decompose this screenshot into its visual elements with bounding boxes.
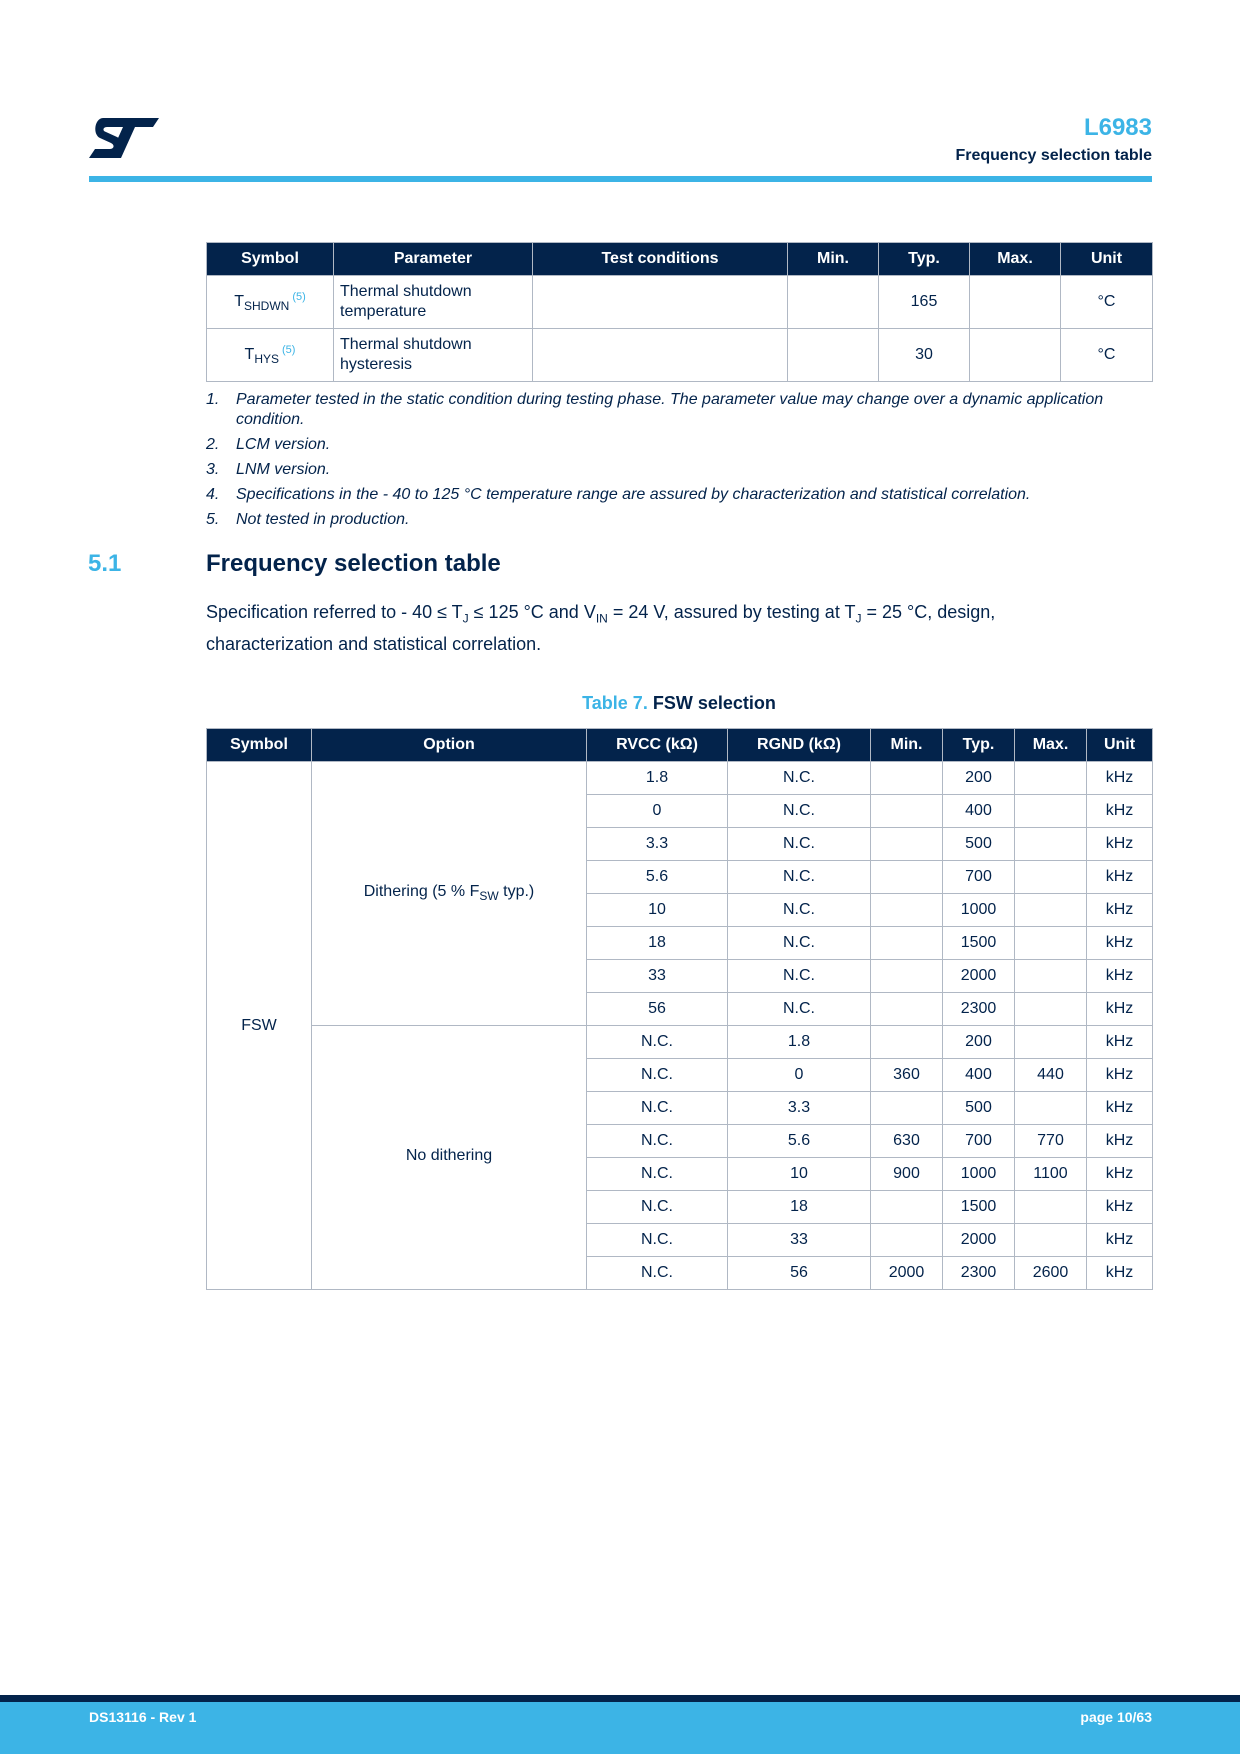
rvcc-cell: 10 bbox=[587, 894, 728, 927]
note-item bbox=[206, 460, 1152, 480]
note-number: 5. bbox=[206, 511, 220, 528]
rgnd-cell: 10 bbox=[728, 1158, 871, 1191]
rvcc-cell: N.C. bbox=[587, 1158, 728, 1191]
note-item bbox=[206, 435, 1152, 455]
footnote-ref: (5) bbox=[292, 290, 306, 303]
symbol-cell: FSW bbox=[207, 762, 312, 1290]
rvcc-cell: N.C. bbox=[587, 1059, 728, 1092]
max-cell bbox=[1015, 1092, 1087, 1125]
max-cell bbox=[1015, 1224, 1087, 1257]
section-body: Specification referred to - $40 \le T_J \le 125$ °C and $V_{IN} = 24$ V, assured by testing at $T_J = 25$ °C, design, characterization and statistical correlation. bbox=[206, 602, 996, 654]
rvcc-cell: 18 bbox=[587, 927, 728, 960]
unit-cell: kHz bbox=[1087, 1224, 1153, 1257]
min-cell bbox=[871, 894, 943, 927]
unit-cell: kHz bbox=[1087, 960, 1153, 993]
max-cell bbox=[1015, 828, 1087, 861]
table-row bbox=[207, 762, 1153, 795]
min-cell bbox=[871, 1191, 943, 1224]
min-cell bbox=[788, 329, 879, 382]
parameter-cell: Thermal shutdown hysteresis bbox=[334, 329, 533, 382]
rvcc-cell: N.C. bbox=[587, 1026, 728, 1059]
rvcc-cell: 56 bbox=[587, 993, 728, 1026]
st-logo bbox=[89, 118, 159, 158]
unit-cell: kHz bbox=[1087, 1092, 1153, 1125]
note-text: Specifications in the - 40 to 125 °C temperature range are assured by characterization and statistical correlation. bbox=[236, 486, 1031, 503]
note-text: LNM version. bbox=[236, 461, 331, 478]
rgnd-cell: 5.6 bbox=[728, 1125, 871, 1158]
max-cell: 440 bbox=[1015, 1059, 1087, 1092]
unit-cell: kHz bbox=[1087, 828, 1153, 861]
note-number: 3. bbox=[206, 461, 220, 478]
unit-cell: kHz bbox=[1087, 1125, 1153, 1158]
unit-cell: °C bbox=[1061, 276, 1153, 329]
rvcc-cell: N.C. bbox=[587, 1092, 728, 1125]
typ-cell: 400 bbox=[943, 795, 1015, 828]
typ-cell: 1500 bbox=[943, 927, 1015, 960]
max-cell bbox=[1015, 861, 1087, 894]
column-header: Unit bbox=[1061, 243, 1153, 276]
typ-cell: 700 bbox=[943, 861, 1015, 894]
typ-cell: 700 bbox=[943, 1125, 1015, 1158]
typ-cell: 2000 bbox=[943, 1224, 1015, 1257]
max-cell bbox=[1015, 1191, 1087, 1224]
header-divider bbox=[89, 176, 1152, 182]
table-caption-title: FSW selection bbox=[652, 693, 776, 713]
note-text: Parameter tested in the static condition during testing phase. The parameter value may change over a dynamic application condition. bbox=[236, 391, 1104, 428]
max-cell bbox=[970, 276, 1061, 329]
max-cell: 2600 bbox=[1015, 1257, 1087, 1290]
rvcc-cell: 0 bbox=[587, 795, 728, 828]
rgnd-cell: N.C. bbox=[728, 927, 871, 960]
rvcc-cell: N.C. bbox=[587, 1224, 728, 1257]
min-cell bbox=[871, 1026, 943, 1059]
min-cell bbox=[871, 1224, 943, 1257]
note-item bbox=[206, 485, 1152, 505]
unit-cell: kHz bbox=[1087, 993, 1153, 1026]
column-header: Option bbox=[312, 729, 587, 762]
table-row bbox=[207, 1026, 1153, 1059]
symbol-cell: $T_{SHDWN}^{(5)}$ bbox=[207, 276, 334, 329]
table-row bbox=[207, 329, 1153, 382]
parameter-cell: Thermal shutdown temperature bbox=[334, 276, 533, 329]
typ-cell: 500 bbox=[943, 828, 1015, 861]
rgnd-cell: 0 bbox=[728, 1059, 871, 1092]
max-cell: 1100 bbox=[1015, 1158, 1087, 1191]
min-cell: 900 bbox=[871, 1158, 943, 1191]
table-caption bbox=[206, 693, 1152, 714]
thermal-header-row bbox=[207, 243, 1153, 276]
rvcc-cell: 1.8 bbox=[587, 762, 728, 795]
unit-cell: kHz bbox=[1087, 1059, 1153, 1092]
column-header: RVCC (kΩ) bbox=[587, 729, 728, 762]
min-cell bbox=[871, 861, 943, 894]
table-row bbox=[207, 276, 1153, 329]
min-cell: 2000 bbox=[871, 1257, 943, 1290]
symbol-cell: $T_{HYS}^{(5)}$ bbox=[207, 329, 334, 382]
min-cell bbox=[871, 762, 943, 795]
section-title: Frequency selection table bbox=[206, 550, 501, 577]
min-cell: 630 bbox=[871, 1125, 943, 1158]
typ-cell: 200 bbox=[943, 1026, 1015, 1059]
fsw-table bbox=[206, 728, 1153, 1290]
max-cell bbox=[1015, 960, 1087, 993]
rvcc-cell: 33 bbox=[587, 960, 728, 993]
option-cell: No dithering bbox=[312, 1026, 587, 1290]
unit-cell: kHz bbox=[1087, 762, 1153, 795]
max-cell bbox=[1015, 762, 1087, 795]
typ-cell: 2300 bbox=[943, 993, 1015, 1026]
thermal-table bbox=[206, 242, 1153, 382]
typ-cell: 1000 bbox=[943, 894, 1015, 927]
column-header: Typ. bbox=[943, 729, 1015, 762]
rvcc-cell: 5.6 bbox=[587, 861, 728, 894]
unit-cell: °C bbox=[1061, 329, 1153, 382]
page-number: page 10/63 bbox=[1080, 1709, 1152, 1725]
header-section-title: Frequency selection table bbox=[955, 147, 1152, 164]
typ-cell: 200 bbox=[943, 762, 1015, 795]
unit-cell: kHz bbox=[1087, 1191, 1153, 1224]
max-cell bbox=[1015, 1026, 1087, 1059]
typ-cell: 2000 bbox=[943, 960, 1015, 993]
column-header: Max. bbox=[1015, 729, 1087, 762]
note-item bbox=[206, 390, 1152, 430]
note-text: Not tested in production. bbox=[236, 511, 410, 528]
unit-cell: kHz bbox=[1087, 927, 1153, 960]
min-cell bbox=[871, 828, 943, 861]
test-conditions-cell bbox=[533, 276, 788, 329]
max-cell bbox=[1015, 927, 1087, 960]
min-cell: 360 bbox=[871, 1059, 943, 1092]
note-text: LCM version. bbox=[236, 436, 331, 453]
rvcc-cell: 3.3 bbox=[587, 828, 728, 861]
min-cell bbox=[871, 927, 943, 960]
rgnd-cell: N.C. bbox=[728, 861, 871, 894]
min-cell bbox=[871, 1092, 943, 1125]
typ-cell: 400 bbox=[943, 1059, 1015, 1092]
min-cell bbox=[871, 993, 943, 1026]
fsw-header-row bbox=[207, 729, 1153, 762]
footer-divider bbox=[0, 1695, 1240, 1702]
note-item bbox=[206, 510, 1152, 530]
min-cell bbox=[788, 276, 879, 329]
column-header: Min. bbox=[788, 243, 879, 276]
test-conditions-cell bbox=[533, 329, 788, 382]
rgnd-cell: N.C. bbox=[728, 894, 871, 927]
unit-cell: kHz bbox=[1087, 1026, 1153, 1059]
rvcc-cell: N.C. bbox=[587, 1191, 728, 1224]
min-cell bbox=[871, 960, 943, 993]
rgnd-cell: N.C. bbox=[728, 993, 871, 1026]
typ-cell: 500 bbox=[943, 1092, 1015, 1125]
product-name: L6983 bbox=[1083, 114, 1152, 141]
unit-cell: kHz bbox=[1087, 1257, 1153, 1290]
rgnd-cell: 33 bbox=[728, 1224, 871, 1257]
section-number: 5.1 bbox=[88, 550, 122, 577]
column-header: Test conditions bbox=[533, 243, 788, 276]
rgnd-cell: N.C. bbox=[728, 762, 871, 795]
note-number: 1. bbox=[206, 391, 220, 408]
column-header: Min. bbox=[871, 729, 943, 762]
rgnd-cell: 56 bbox=[728, 1257, 871, 1290]
option-cell: Dithering (5 % $F_{SW}$ typ.) bbox=[312, 762, 587, 1026]
max-cell bbox=[1015, 795, 1087, 828]
max-cell: 770 bbox=[1015, 1125, 1087, 1158]
rgnd-cell: 18 bbox=[728, 1191, 871, 1224]
min-cell bbox=[871, 795, 943, 828]
max-cell bbox=[1015, 993, 1087, 1026]
column-header: Parameter bbox=[334, 243, 533, 276]
typ-cell: 165 bbox=[879, 276, 970, 329]
max-cell bbox=[970, 329, 1061, 382]
rgnd-cell: N.C. bbox=[728, 960, 871, 993]
unit-cell: kHz bbox=[1087, 861, 1153, 894]
typ-cell: 1500 bbox=[943, 1191, 1015, 1224]
unit-cell: kHz bbox=[1087, 795, 1153, 828]
note-number: 4. bbox=[206, 486, 220, 503]
typ-cell: 2300 bbox=[943, 1257, 1015, 1290]
typ-cell: 30 bbox=[879, 329, 970, 382]
column-header: Max. bbox=[970, 243, 1061, 276]
rvcc-cell: N.C. bbox=[587, 1257, 728, 1290]
note-number: 2. bbox=[206, 436, 220, 453]
column-header: Symbol bbox=[207, 729, 312, 762]
column-header: RGND (kΩ) bbox=[728, 729, 871, 762]
unit-cell: kHz bbox=[1087, 1158, 1153, 1191]
rvcc-cell: N.C. bbox=[587, 1125, 728, 1158]
rgnd-cell: 3.3 bbox=[728, 1092, 871, 1125]
column-header: Symbol bbox=[207, 243, 334, 276]
unit-cell: kHz bbox=[1087, 894, 1153, 927]
table-caption-label: Table 7. bbox=[582, 693, 648, 713]
column-header: Unit bbox=[1087, 729, 1153, 762]
max-cell bbox=[1015, 894, 1087, 927]
rgnd-cell: N.C. bbox=[728, 828, 871, 861]
document-id: DS13116 - Rev 1 bbox=[89, 1709, 197, 1725]
rgnd-cell: 1.8 bbox=[728, 1026, 871, 1059]
rgnd-cell: N.C. bbox=[728, 795, 871, 828]
footnote-ref: (5) bbox=[282, 343, 296, 356]
typ-cell: 1000 bbox=[943, 1158, 1015, 1191]
table-notes bbox=[206, 390, 1152, 535]
column-header: Typ. bbox=[879, 243, 970, 276]
